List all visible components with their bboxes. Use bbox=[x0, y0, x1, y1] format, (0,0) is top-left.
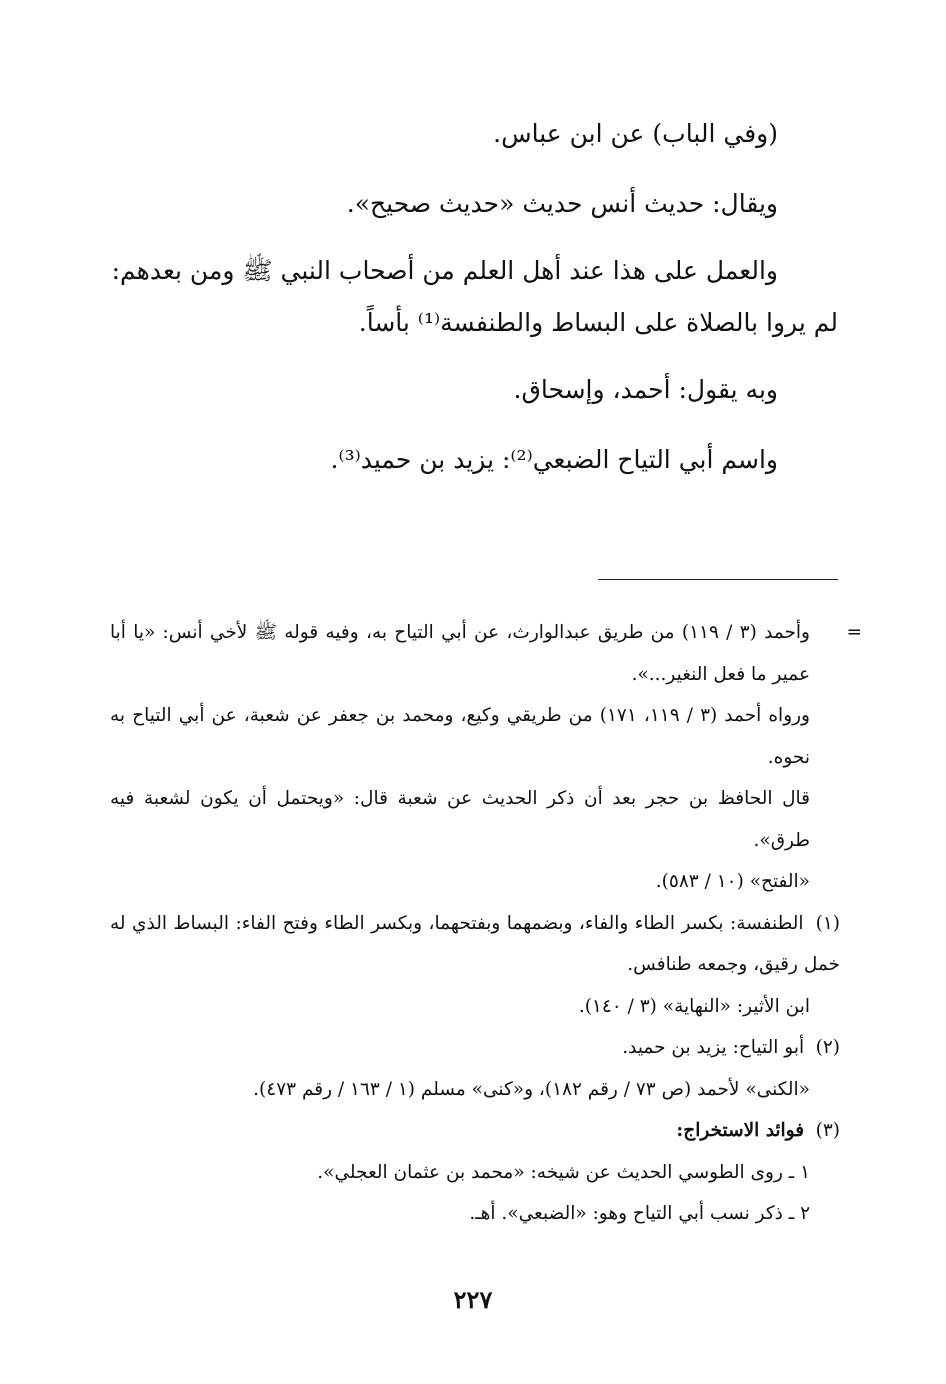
footnote-2 bbox=[110, 1027, 840, 1069]
paragraph-grading: ويقال: حديث أنس حديث «حديث صحيح». bbox=[346, 189, 778, 218]
main-text bbox=[110, 105, 838, 501]
continuation-line: «الفتح» (١٠ / ٥٨٣). bbox=[655, 871, 810, 892]
footnote-1-text: الطنفسة: بكسر الطاء والفاء، وبضمهما وبفتحهما، وبكسر الطاء وفتح الفاء: البساط الذي له خمل رقيق، وجمعه طنافس. bbox=[110, 912, 840, 975]
paragraph-narrator-name: واسم أبي التياح الضبعي⁽²⁾: يزيد بن حميد⁽³⁾. bbox=[330, 445, 778, 474]
paragraph-in-the-chapter: (وفي الباب) عن ابن عباس. bbox=[493, 119, 778, 148]
continuation-line: وأحمد (٣ / ١١٩) من طريق عبدالوارث، عن أبي التياح به، وفيه قوله ﷺ لأخي أنس: «يا أبا عمير ما فعل النغير...». bbox=[110, 622, 810, 685]
footnote-2-source: «الكنى» لأحمد (ص ٧٣ / رقم ١٨٢)، و«كنى» مسلم (١ / ١٦٣ / رقم ٤٧٣). bbox=[253, 1078, 810, 1100]
footnote-2-marker: (٢) bbox=[815, 1037, 840, 1058]
footnote-3 bbox=[110, 1110, 840, 1152]
footnote-3-item: ١ ـ روى الطوسي الحديث عن شيخه: «محمد بن عثمان العجلي». bbox=[317, 1161, 810, 1183]
paragraph-scholars: وبه يقول: أحمد، وإسحاق. bbox=[513, 375, 778, 404]
footnote-2-text: أبو التياح: يزيد بن حميد. bbox=[622, 1037, 805, 1058]
footnote-3-title: فوائد الاستخراج: bbox=[676, 1120, 805, 1141]
continuation-marker: = bbox=[846, 622, 862, 643]
page-number: ٢٢٧ bbox=[453, 1285, 493, 1314]
footnote-1-marker: (١) bbox=[815, 912, 840, 934]
continuation-line: ورواه أحمد (٣ / ١١٩، ١٧١) من طريقي وكيع، ومحمد بن جعفر عن شعبة، عن أبي التياح به نحوه. bbox=[110, 705, 810, 768]
footnote-3-marker: (٣) bbox=[815, 1120, 840, 1141]
footnote-1 bbox=[110, 903, 840, 986]
paragraph-practice: والعمل على هذا عند أهل العلم من أصحاب النبي ﷺ ومن بعدهم: لم يروا بالصلاة على البساط والطنفسة⁽¹⁾ بأساً. bbox=[111, 256, 838, 337]
continuation-line: قال الحافظ بن حجر بعد أن ذكر الحديث عن شعبة قال: «ويحتمل أن يكون لشعبة فيه طرق». bbox=[110, 788, 810, 851]
footnote-3-item: ٢ ـ ذكر نسب أبي التياح وهو: «الضبعي». أهـ. bbox=[469, 1203, 810, 1224]
footnote-continuation bbox=[110, 612, 862, 903]
footnote-separator bbox=[598, 579, 838, 580]
footnote-1-source: ابن الأثير: «النهاية» (٣ / ١٤٠). bbox=[578, 995, 810, 1017]
footnotes bbox=[110, 612, 862, 1235]
